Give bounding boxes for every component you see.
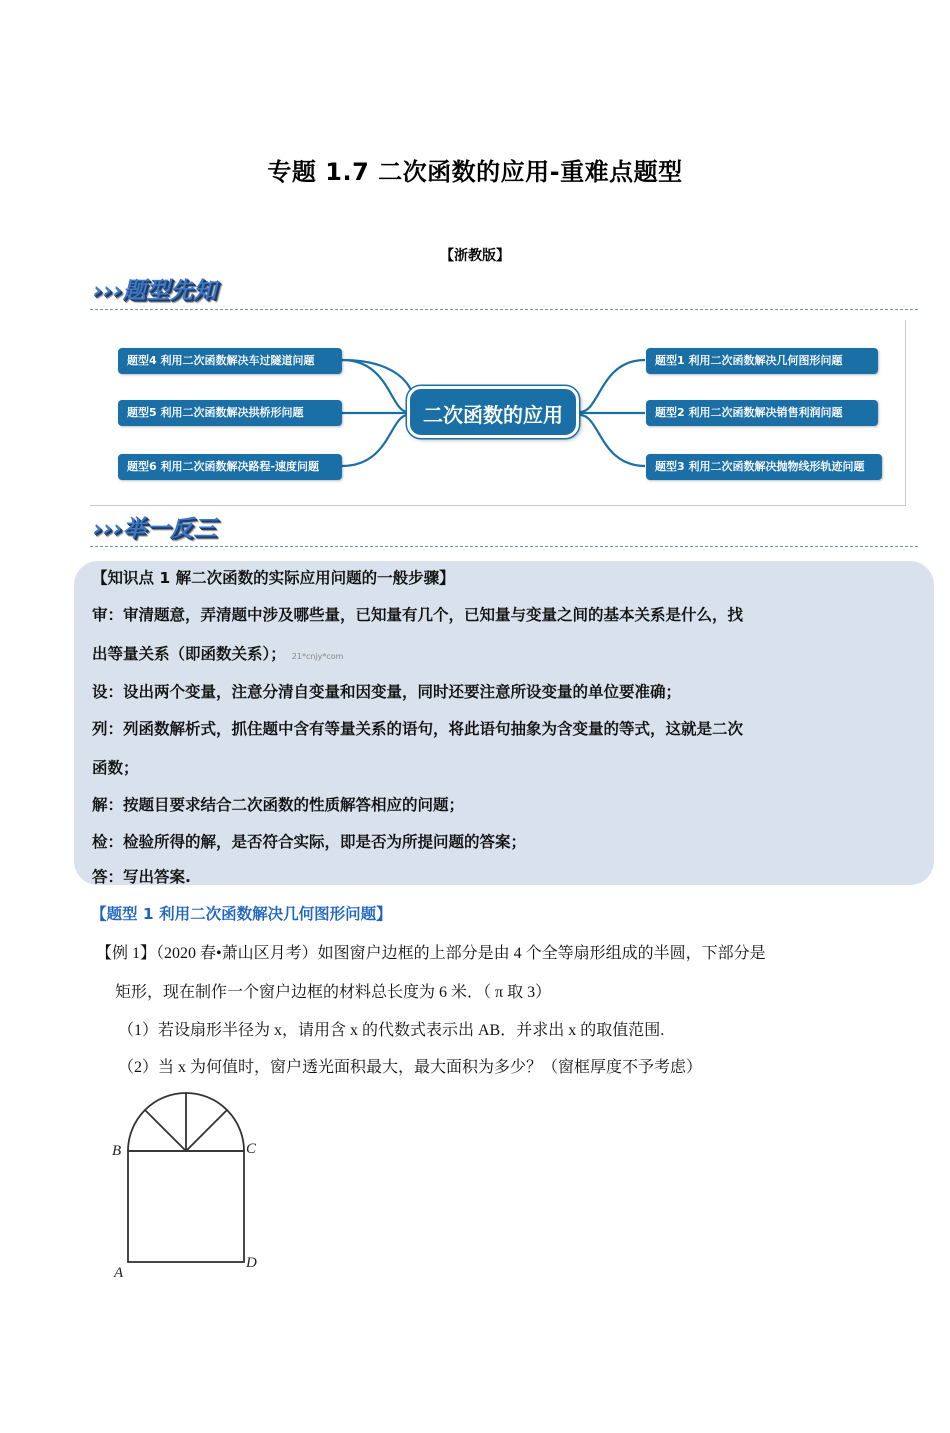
knowledge-point-line: 审：审清题意，弄清题中涉及哪些量，已知量有几个，已知量与变量之间的基本关系是什么，找 bbox=[92, 606, 744, 624]
connector-right-1 bbox=[580, 360, 645, 412]
type1-heading: 【题型 1 利用二次函数解决几何图形问题】 bbox=[91, 905, 392, 923]
knowledge-point-line: 列：列函数解析式，抓住题中含有等量关系的语句，将此语句抽象为含变量的等式，这就是二次 bbox=[92, 720, 744, 738]
mindmap-item-type2: 题型2 利用二次函数解决销售利润问题 bbox=[646, 400, 878, 426]
label-a: A bbox=[114, 1265, 124, 1280]
rectangle-abcd bbox=[128, 1151, 244, 1262]
section-divider bbox=[90, 546, 918, 547]
watermark-text: 21*cnjy*com bbox=[291, 652, 344, 661]
mindmap-item-type1: 题型1 利用二次函数解决几何图形问题 bbox=[646, 348, 878, 374]
connector-right-3 bbox=[580, 415, 645, 466]
knowledge-point-line: 出等量关系（即函数关系）； 21*cnjy*com bbox=[92, 645, 344, 663]
window-frame-figure bbox=[108, 1085, 268, 1280]
example-text-line: 【例 1】（2020 春•萧山区月考）如图窗户边框的上部分是由 4 个全等扇形组成的半圆，下部分是 bbox=[96, 945, 766, 962]
section-divider bbox=[90, 309, 918, 310]
radius-line bbox=[145, 1110, 186, 1151]
knowledge-point-line: 函数； bbox=[92, 759, 139, 777]
label-d: D bbox=[246, 1255, 257, 1271]
example-question-1: （1）若设扇形半径为 x，请用含 x 的代数式表示出 AB．并求出 x 的取值范围. bbox=[118, 1022, 665, 1039]
knowledge-point-line: 解：按题目要求结合二次函数的性质解答相应的问题； bbox=[92, 796, 465, 814]
label-c: C bbox=[246, 1141, 257, 1157]
connector-left-1 bbox=[342, 360, 414, 412]
section-heading-overview: ›››题型先知 bbox=[93, 278, 217, 304]
mindmap-item-type4: 题型4 利用二次函数解决车过隧道问题 bbox=[118, 348, 342, 374]
connector-left-3 bbox=[342, 415, 408, 466]
knowledge-point-line: 设：设出两个变量，注意分清自变量和因变量，同时还要注意所设变量的单位要准确； bbox=[92, 683, 682, 701]
section-heading-practice: ›››举一反三 bbox=[93, 516, 217, 542]
connector-left-1b bbox=[342, 360, 408, 412]
edition-label: 【浙教版】 bbox=[440, 248, 510, 264]
mindmap-item-type3: 题型3 利用二次函数解决抛物线形轨迹问题 bbox=[646, 454, 882, 480]
knowledge-point-line: 检：检验所得的解，是否符合实际，即是否为所提问题的答案； bbox=[92, 833, 527, 851]
knowledge-point-line: 答：写出答案. bbox=[92, 868, 191, 886]
radius-line bbox=[186, 1110, 227, 1151]
mindmap-item-type6: 题型6 利用二次函数解决路程-速度问题 bbox=[118, 454, 342, 480]
mindmap-item-type5: 题型5 利用二次函数解决拱桥形问题 bbox=[118, 400, 342, 426]
example-text-line: 矩形，现在制作一个窗户边框的材料总长度为 6 米．（ π 取 3） bbox=[115, 984, 552, 1001]
mindmap-center: 二次函数的应用 bbox=[407, 386, 579, 438]
page-title: 专题 1.7 二次函数的应用-重难点题型 bbox=[267, 158, 683, 186]
label-b: B bbox=[112, 1143, 122, 1159]
knowledge-point-heading: 【知识点 1 解二次函数的实际应用问题的一般步骤】 bbox=[92, 569, 455, 587]
example-question-2: （2）当 x 为何值时，窗户透光面积最大，最大面积为多少？（窗框厚度不予考虑） bbox=[118, 1059, 703, 1076]
